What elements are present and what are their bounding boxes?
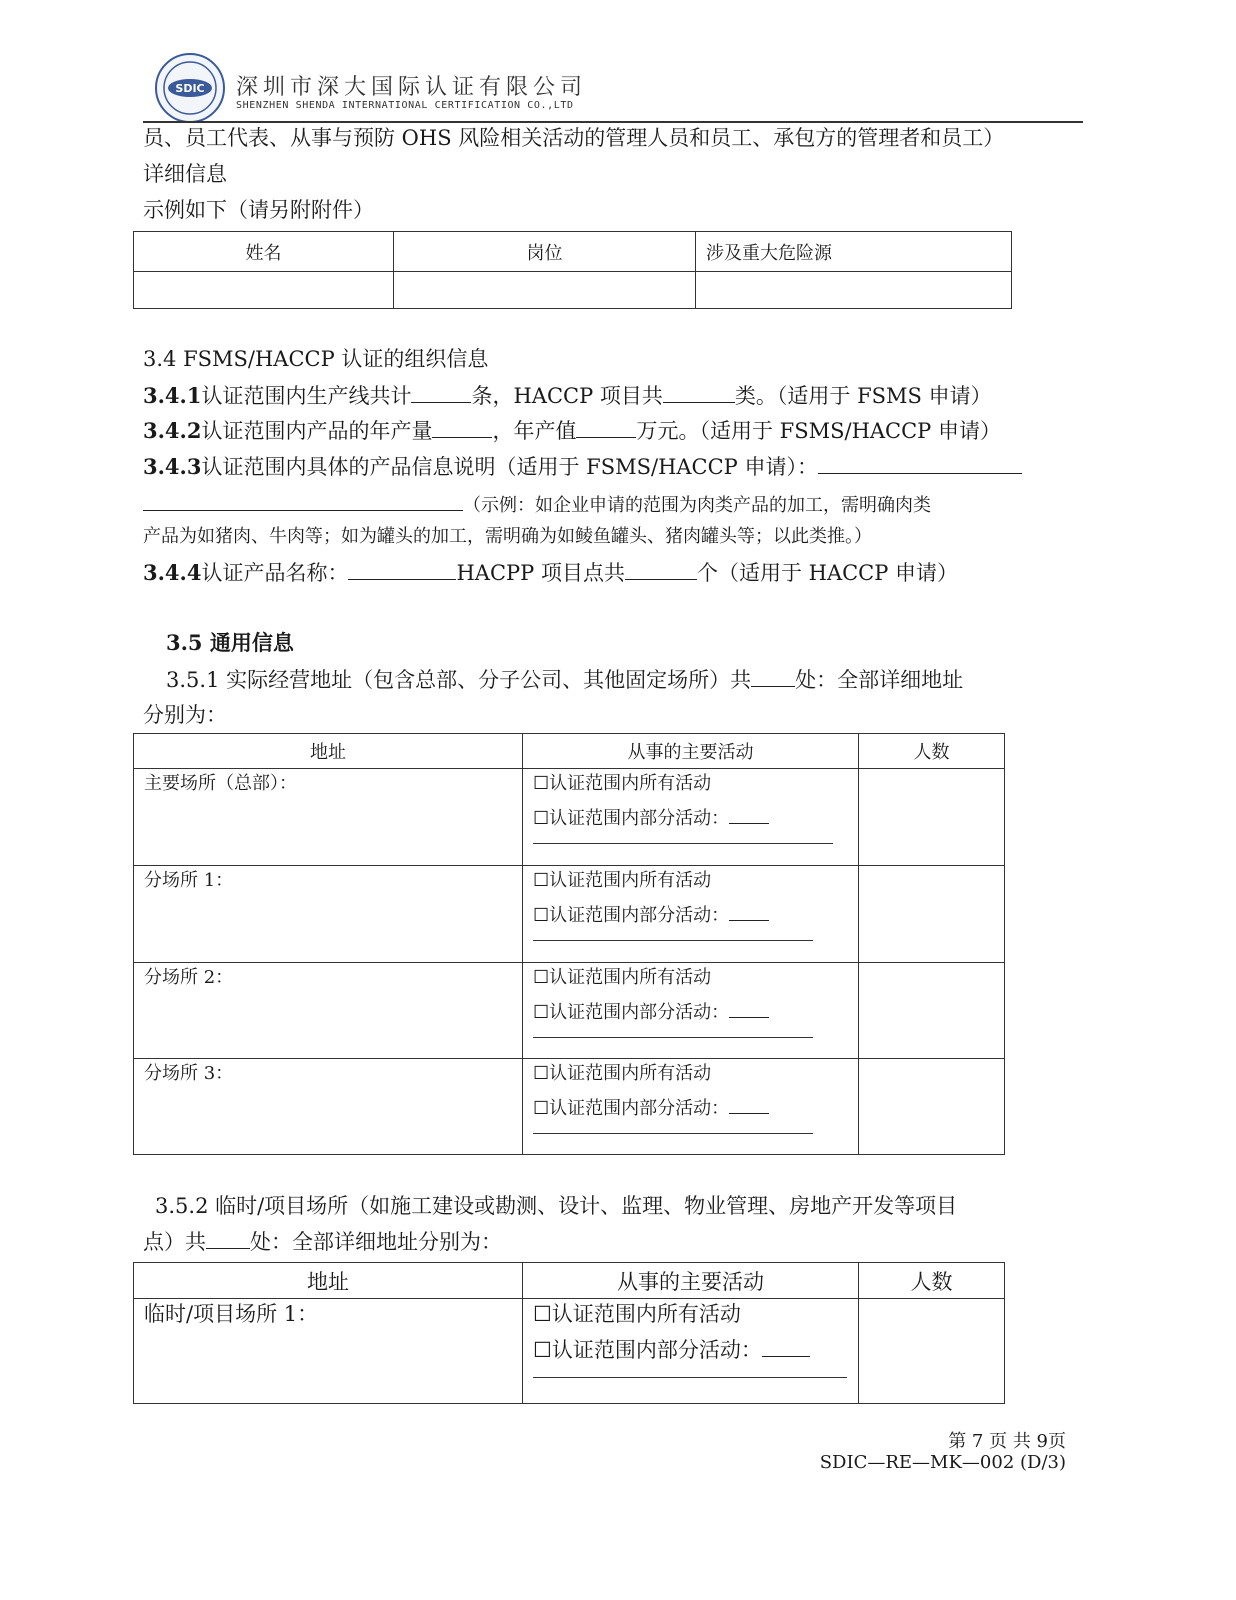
example-line-2: 产品为如猪肉、牛肉等；如为罐头的加工，需明确为如鲮鱼罐头、猪肉罐头等；以此类推。） — [143, 526, 872, 547]
partial-activities-checkbox[interactable] — [533, 898, 848, 930]
activity-detail-line[interactable] — [533, 843, 833, 844]
partial-activities-checkbox[interactable] — [533, 1334, 848, 1369]
company-name-cn: 深圳市深大国际认证有限公司 — [236, 75, 588, 100]
hazard-input-cell[interactable] — [696, 272, 1012, 309]
checkbox-label: ☐认证范围内部分活动： — [533, 1098, 730, 1119]
headcount-cell[interactable] — [859, 1059, 1005, 1155]
item-text: 个（适用于 HACCP 申请） — [696, 561, 959, 585]
checkbox-label: ☐认证范围内部分活动： — [533, 905, 730, 926]
post-input-cell[interactable] — [394, 272, 696, 309]
table-row — [134, 963, 1005, 1059]
all-activities-checkbox[interactable]: ☐认证范围内所有活动 — [533, 1063, 712, 1084]
partial-activities-checkbox[interactable] — [533, 801, 848, 833]
activity-detail-line[interactable] — [533, 1037, 813, 1038]
site-label: 主要场所（总部）： — [144, 773, 297, 794]
name-input-cell[interactable] — [134, 272, 394, 309]
item-3-4-2 — [143, 415, 1001, 446]
item-text: 类。（适用于 FSMS 申请） — [734, 384, 992, 408]
intro-line-3: 示例如下（请另附附件） — [143, 198, 374, 222]
production-line-count-blank[interactable] — [411, 380, 471, 403]
item-3-4-3 — [143, 451, 1022, 482]
site-count-blank[interactable] — [751, 664, 795, 687]
column-header-hazard: 涉及重大危险源 — [696, 232, 1012, 272]
activity-detail-line[interactable] — [533, 1377, 847, 1378]
company-logo — [154, 52, 226, 124]
example-text: （示例：如企业申请的范围为肉类产品的加工，需明确肉类 — [463, 495, 931, 516]
section-3-4-title: 3.4 FSMS/HACCP 认证的组织信息 — [143, 347, 489, 371]
checkbox-label: ☐认证范围内部分活动： — [533, 1338, 762, 1362]
item-text: 认证范围内生产线共计 — [201, 384, 412, 408]
headcount-cell[interactable] — [859, 866, 1005, 963]
column-header-address: 地址 — [134, 734, 523, 769]
all-activities-checkbox[interactable]: ☐认证范围内所有活动 — [533, 870, 712, 891]
site-label: 分场所 2： — [144, 967, 234, 988]
partial-activity-blank[interactable] — [729, 801, 769, 824]
partial-activity-blank[interactable] — [729, 995, 769, 1018]
column-header-post: 岗位 — [394, 232, 696, 272]
item-text: 3.5.1 实际经营地址（包含总部、分子公司、其他固定场所）共 — [166, 668, 752, 692]
table-row — [134, 769, 1005, 866]
item-text: 认证范围内产品的年产量 — [201, 419, 433, 443]
item-3-4-3-example — [143, 488, 931, 521]
column-header-activity: 从事的主要活动 — [523, 734, 859, 769]
document-code: SDIC—RE—MK—002 (D/3) — [819, 1452, 1066, 1473]
headcount-cell[interactable] — [859, 963, 1005, 1059]
item-3-5-2: 3.5.2 临时/项目场所（如施工建设或勘测、设计、监理、物业管理、房地产开发等项目 — [155, 1194, 958, 1218]
item-text: 万元。（适用于 FSMS/HACCP 申请） — [636, 419, 1001, 443]
checkbox-label: ☐认证范围内部分活动： — [533, 1002, 730, 1023]
column-header-name: 姓名 — [134, 232, 394, 272]
table-row — [134, 1059, 1005, 1155]
partial-activity-blank[interactable] — [729, 1091, 769, 1114]
table-row — [134, 1299, 1005, 1404]
item-text: HACPP 项目点共 — [456, 561, 625, 585]
all-activities-checkbox[interactable]: ☐认证范围内所有活动 — [533, 1302, 741, 1326]
item-3-5-1 — [166, 664, 963, 695]
partial-activities-checkbox[interactable] — [533, 1091, 848, 1123]
product-info-blank[interactable] — [818, 451, 1022, 474]
section-3-5-title: 3.5 通用信息 — [166, 630, 294, 655]
product-name-blank[interactable] — [348, 557, 456, 580]
activity-detail-line[interactable] — [533, 940, 813, 941]
item-3-5-1-cont: 分别为： — [143, 703, 227, 727]
all-activities-checkbox[interactable]: ☐认证范围内所有活动 — [533, 967, 712, 988]
item-3-4-4 — [143, 557, 958, 588]
column-header-headcount: 人数 — [859, 1263, 1005, 1299]
headcount-cell[interactable] — [859, 769, 1005, 866]
site-label: 分场所 1： — [144, 870, 234, 891]
annual-output-blank[interactable] — [432, 415, 492, 438]
intro-line-2: 详细信息 — [143, 162, 227, 186]
partial-activity-blank[interactable] — [762, 1334, 810, 1357]
item-text: ，年产值 — [492, 419, 577, 443]
page-number: 第 7 页 共 9页 — [948, 1431, 1066, 1452]
company-name-en: SHENZHEN SHENDA INTERNATIONAL CERTIFICATION CO.,LTD — [236, 100, 574, 111]
item-3-5-2-cont — [143, 1226, 502, 1257]
logo-text: SDIC — [175, 82, 205, 95]
item-3-4-1 — [143, 380, 992, 411]
item-text: 认证范围内具体的产品信息说明（适用于 FSMS/HACCP 申请）： — [201, 455, 818, 479]
haccp-point-count-blank[interactable] — [625, 557, 697, 580]
partial-activity-blank[interactable] — [729, 898, 769, 921]
item-number: 3.4.2 — [143, 418, 202, 443]
item-text: 处：全部详细地址 — [795, 668, 964, 692]
partial-activities-checkbox[interactable] — [533, 995, 848, 1027]
intro-line-1: 员、员工代表、从事与预防 OHS 风险相关活动的管理人员和员工、承包方的管理者和员工） — [143, 126, 1005, 150]
site-label: 临时/项目场所 1： — [144, 1302, 319, 1326]
item-text: 条，HACCP 项目共 — [471, 384, 663, 408]
checkbox-label: ☐认证范围内部分活动： — [533, 808, 730, 829]
activity-detail-line[interactable] — [533, 1133, 813, 1134]
temp-site-count-blank[interactable] — [206, 1226, 250, 1249]
temporary-sites-table — [133, 1262, 1005, 1404]
all-activities-checkbox[interactable]: ☐认证范围内所有活动 — [533, 773, 712, 794]
operating-sites-table — [133, 733, 1005, 1155]
item-text: 处：全部详细地址分别为： — [250, 1230, 502, 1254]
site-label: 分场所 3： — [144, 1063, 234, 1084]
haccp-class-count-blank[interactable] — [663, 380, 735, 403]
item-number: 3.4.3 — [143, 454, 202, 479]
table-row — [134, 866, 1005, 963]
column-header-activity: 从事的主要活动 — [523, 1263, 859, 1299]
column-header-headcount: 人数 — [859, 734, 1005, 769]
ohs-personnel-table — [133, 231, 1012, 309]
headcount-cell[interactable] — [859, 1299, 1005, 1404]
annual-value-blank[interactable] — [576, 415, 636, 438]
column-header-address: 地址 — [134, 1263, 523, 1299]
item-number: 3.4.1 — [143, 383, 202, 408]
item-text: 认证产品名称： — [201, 561, 349, 585]
product-info-blank-2[interactable] — [143, 488, 463, 511]
item-number: 3.4.4 — [143, 560, 202, 585]
item-text: 点）共 — [143, 1230, 206, 1254]
